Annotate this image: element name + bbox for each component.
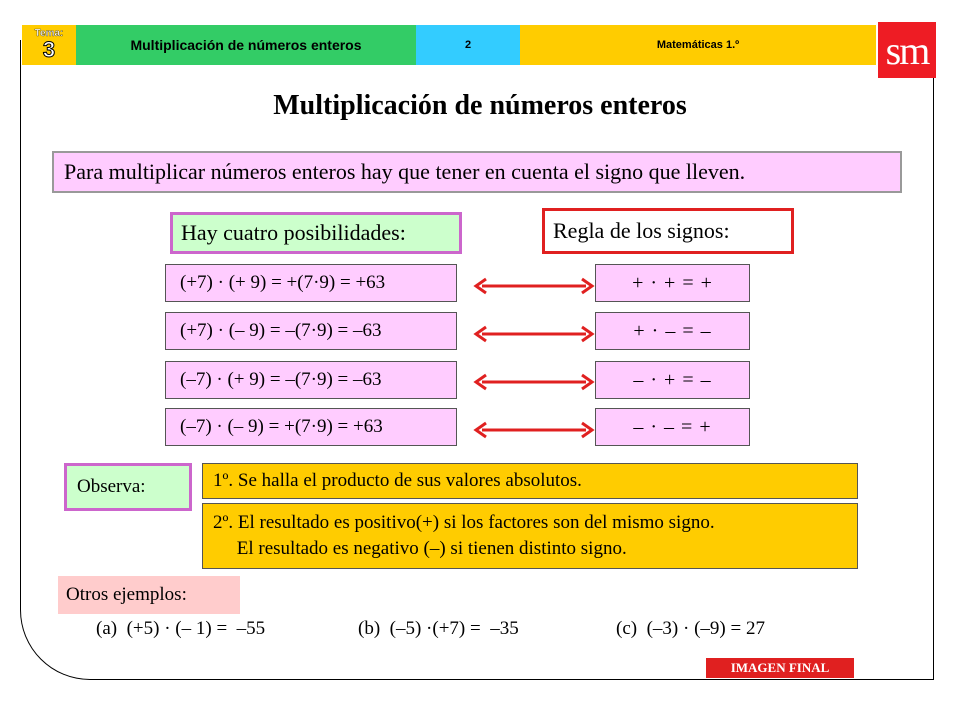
- double-arrow-icon: [472, 324, 596, 344]
- possibilities-label: Hay cuatro posibilidades:: [170, 212, 462, 254]
- double-arrow-icon: [472, 420, 596, 440]
- double-arrow-icon: [472, 372, 596, 392]
- observation-point-2: [202, 503, 858, 569]
- observe-label: Observa:: [64, 463, 192, 511]
- equation-row-2: (+7) · (– 9) = –(7·9) = –63: [165, 312, 457, 350]
- sign-rule-row-1: + · + = +: [595, 264, 750, 302]
- equation-row-1: (+7) · (+ 9) = +(7·9) = +63: [165, 264, 457, 302]
- tema-number: 3: [42, 37, 56, 62]
- header-subject: Matemáticas 1.º: [520, 25, 876, 65]
- observation-point-2-line-1: 2º. El resultado es positivo(+) si los factores son del mismo signo.: [213, 512, 715, 534]
- observation-point-2-line-2: El resultado es negativo (–) si tienen distinto signo.: [213, 538, 627, 559]
- double-arrow-icon: [472, 276, 596, 296]
- sign-rule-row-2: + · – = –: [595, 312, 750, 350]
- intro-box: Para multiplicar números enteros hay que tener en cuenta el signo que lleven.: [52, 151, 902, 193]
- header-page-number: 2: [416, 25, 520, 65]
- example-b: (b) (–5) ·(+7) = –35: [358, 618, 519, 639]
- sign-rule-row-4: – · – = +: [595, 408, 750, 446]
- equation-row-4: (–7) · (– 9) = +(7·9) = +63: [165, 408, 457, 446]
- other-examples-label: Otros ejemplos:: [58, 576, 240, 614]
- example-c: (c) (–3) · (–9) = 27: [616, 618, 765, 639]
- tema-label: Tema:: [34, 28, 64, 39]
- equation-row-3: (–7) · (+ 9) = –(7·9) = –63: [165, 361, 457, 399]
- final-image-button[interactable]: IMAGEN FINAL: [706, 658, 854, 678]
- header-title: Multiplicación de números enteros: [76, 25, 416, 65]
- tema-badge: [22, 25, 76, 65]
- sm-logo: sm: [878, 22, 936, 78]
- sign-rule-label: Regla de los signos:: [542, 208, 794, 254]
- page-title: Multiplicación de números enteros: [273, 90, 687, 121]
- sign-rule-row-3: – · + = –: [595, 361, 750, 399]
- observation-point-1: 1º. Se halla el producto de sus valores absolutos.: [202, 463, 858, 499]
- example-a: (a) (+5) · (– 1) = –55: [96, 618, 266, 639]
